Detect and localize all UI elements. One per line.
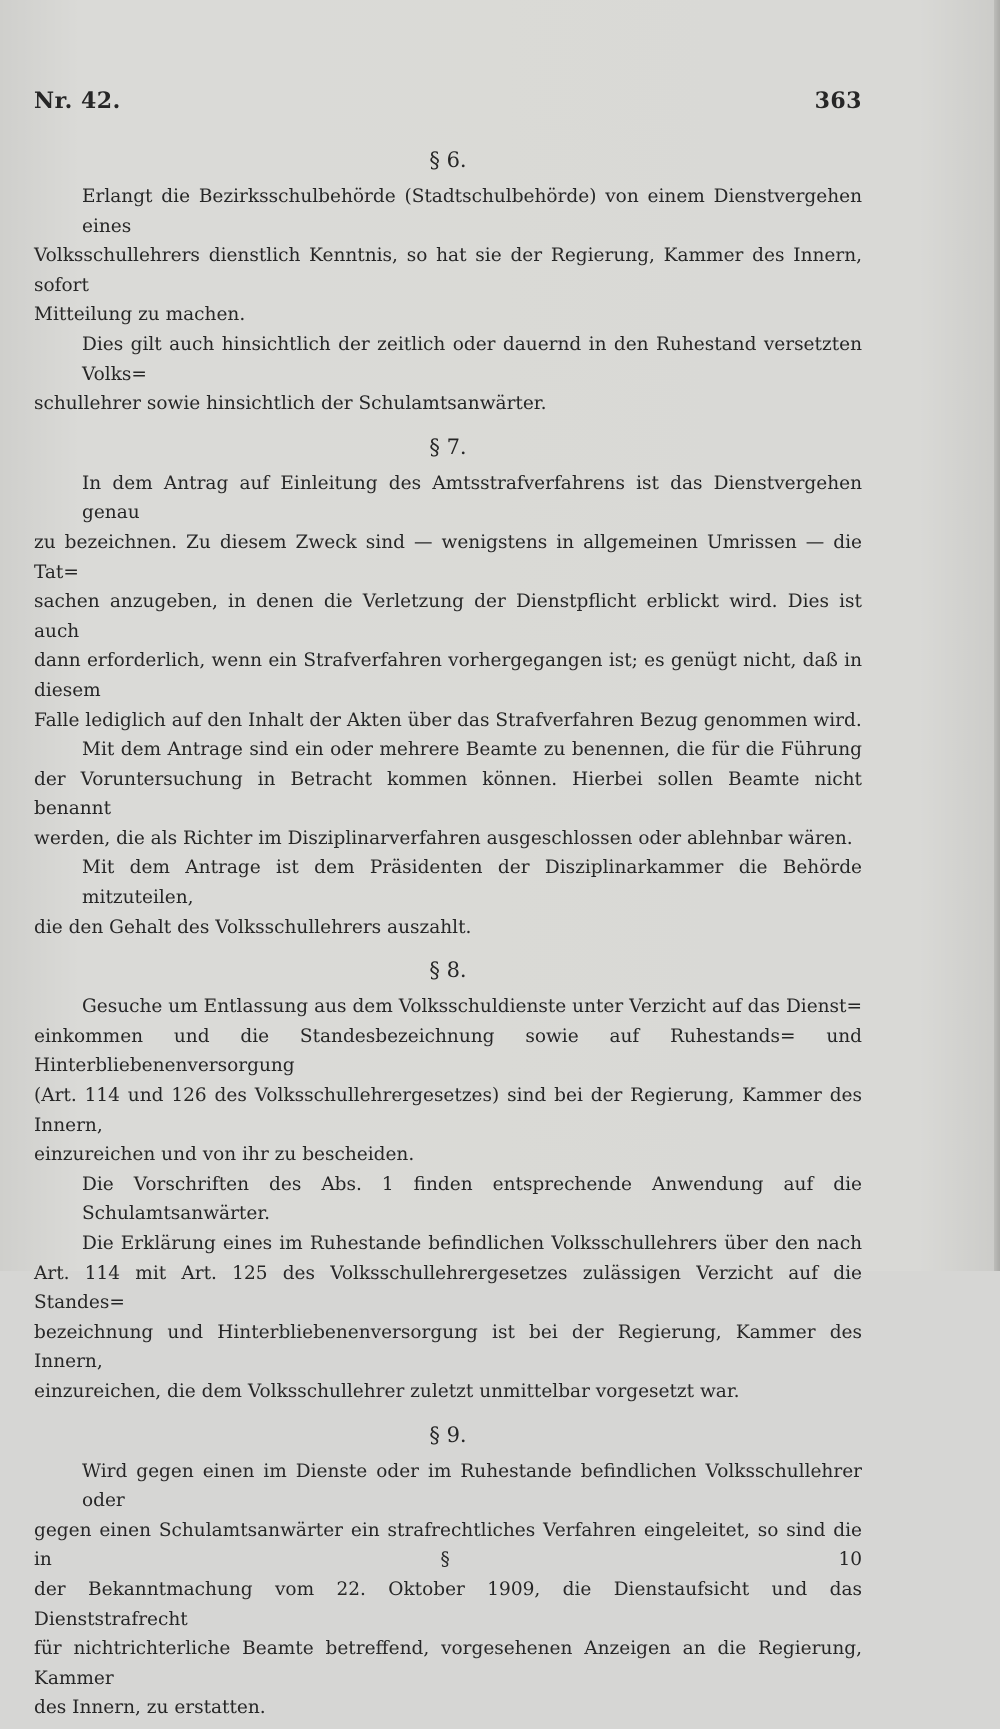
section <box>34 138 862 425</box>
text-line: Dies gilt auch hinsichtlich der zeitlich oder dauernd in den Ruhestand versetzten Volks= <box>82 333 862 385</box>
text-line: Art. 114 mit Art. 125 des Volksschullehrergesetzes zulässigen Verzicht auf die Standes= <box>34 1262 862 1314</box>
text-line: einzureichen, die dem Volksschullehrer zuletzt unmittelbar vorgesetzt war. <box>34 1380 740 1402</box>
text-line: werden, die als Richter im Disziplinarverfahren ausgeschlossen oder ablehnbar wären. <box>34 827 853 849</box>
section <box>34 425 862 949</box>
text-line: einzureichen und von ihr zu bescheiden. <box>34 1144 415 1166</box>
paragraph <box>34 1170 862 1229</box>
section <box>34 1413 862 1729</box>
paragraph <box>34 1229 862 1407</box>
paragraph <box>34 330 862 419</box>
paragraph <box>34 182 862 330</box>
text-line: schullehrer sowie hinsichtlich der Schulamtsanwärter. <box>34 393 547 415</box>
text-line: die den Gehalt des Volksschullehrers auszahlt. <box>34 916 472 938</box>
text-line: Erlangt die Bezirksschulbehörde (Stadtschulbehörde) von einem Dienstvergehen eines <box>82 186 862 237</box>
text-line: der Voruntersuchung in Betracht kommen können. Hierbei sollen Beamte nicht benannt <box>34 768 862 820</box>
text-line: Volksschullehrers dienstlich Kenntnis, so hat sie der Regierung, Kammer des Innern, sofort <box>34 245 862 296</box>
paragraph <box>34 1457 862 1723</box>
text-line: Falle lediglich auf den Inhalt der Akten über das Strafverfahren Bezug genommen wird. <box>34 709 862 731</box>
section-title: § 9. <box>429 1422 467 1447</box>
text-line: des Innern, zu erstatten. <box>34 1697 266 1719</box>
text-line: Mitteilung zu machen. <box>34 304 246 326</box>
text-line: Gesuche um Entlassung aus dem Volksschuldienste unter Verzicht auf das Dienst= <box>82 996 862 1018</box>
section-gap <box>34 1723 862 1729</box>
section-title: § 6. <box>429 148 467 172</box>
page-number: 363 <box>814 88 862 114</box>
paragraph <box>34 469 862 735</box>
text-line: bezeichnung und Hinterbliebenenversorgung ist bei der Regierung, Kammer des Innern, <box>34 1321 862 1373</box>
text-line: sachen anzugeben, in denen die Verletzung der Dienstpflicht erblickt wird. Dies ist auch <box>34 591 862 642</box>
page-header <box>34 88 862 118</box>
page-edge <box>994 0 1000 1271</box>
paragraph <box>34 853 862 942</box>
section <box>34 948 862 1412</box>
paragraph <box>34 992 862 1170</box>
document-body <box>34 138 862 1729</box>
text-line: (Art. 114 und 126 des Volksschullehrergesetzes) sind bei der Regierung, Kammer des Innern, <box>34 1085 862 1136</box>
text-line: gegen einen Schulamtsanwärter ein strafrechtliches Verfahren eingeleitet, so sind die in § 10 <box>34 1519 862 1571</box>
text-line: dann erforderlich, wenn ein Strafverfahren vorhergegangen ist; es genügt nicht, daß in diesem <box>34 650 862 701</box>
text-line: für nichtrichterliche Beamte betreffend, vorgesehenen Anzeigen an die Regierung, Kammer <box>34 1638 862 1689</box>
text-line: zu bezeichnen. Zu diesem Zweck sind — wenigstens in allgemeinen Umrissen — die Tat= <box>34 531 862 583</box>
text-line: der Bekanntmachung vom 22. Oktober 1909, die Dienstaufsicht und das Dienststrafrecht <box>34 1578 862 1630</box>
section-title: § 7. <box>429 434 467 459</box>
paragraph <box>34 735 862 853</box>
text-line: Wird gegen einen im Dienste oder im Ruhestande befindlichen Volksschullehrer oder <box>82 1460 862 1512</box>
section-title: § 8. <box>429 958 467 983</box>
text-line: einkommen und die Standesbezeichnung sowie auf Ruhestands= und Hinterbliebenenversorgung <box>34 1025 862 1077</box>
issue-number: Nr. 42. <box>34 88 121 114</box>
text-line: Mit dem Antrage sind ein oder mehrere Beamte zu benennen, die für die Führung <box>82 739 862 761</box>
text-line: Die Erklärung eines im Ruhestande befindlichen Volksschullehrers über den nach <box>82 1233 862 1254</box>
text-line: Die Vorschriften des Abs. 1 finden entsprechende Anwendung auf die Schulamtsanwärter. <box>82 1173 862 1225</box>
text-line: Mit dem Antrage ist dem Präsidenten der Disziplinarkammer die Behörde mitzuteilen, <box>82 857 862 909</box>
text-line: In dem Antrag auf Einleitung des Amtsstrafverfahrens ist das Dienstvergehen genau <box>82 472 862 524</box>
